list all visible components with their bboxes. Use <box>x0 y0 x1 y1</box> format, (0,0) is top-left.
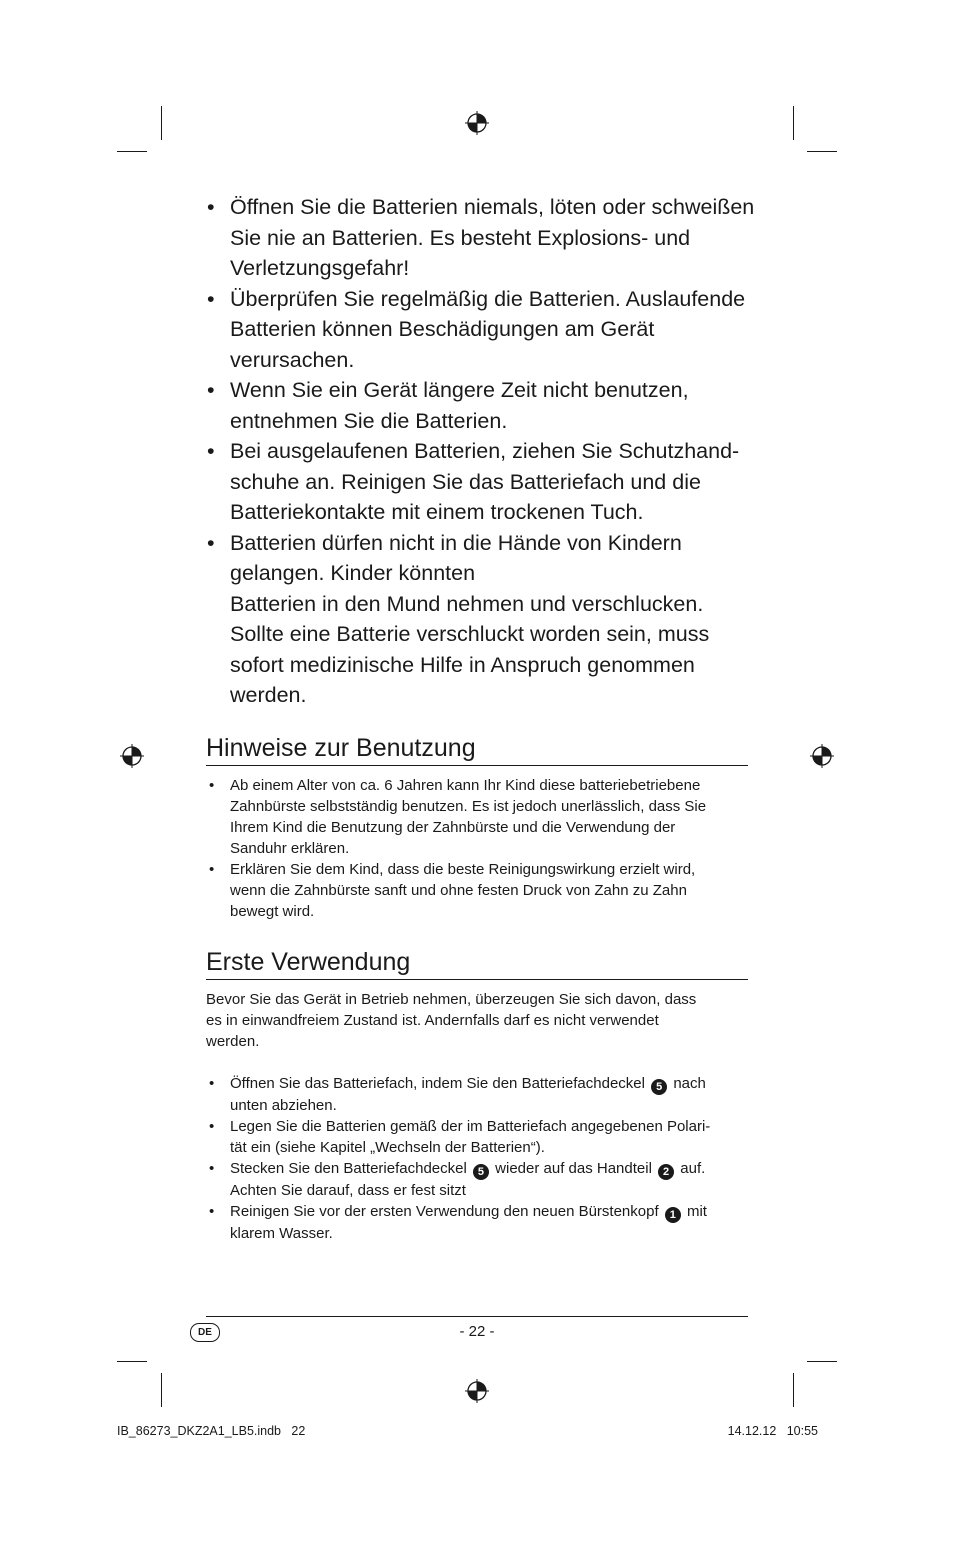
language-badge: DE <box>190 1323 220 1342</box>
footer-divider <box>206 1316 748 1317</box>
list-item-text: Batterien dürfen nicht in die Hände von Kindern <box>230 530 682 555</box>
list-item-text: Verletzungsgefahr! <box>230 256 410 280</box>
list-item-text: Batteriekontakte mit einem trockenen Tuch. <box>230 500 644 524</box>
bullet: • <box>209 1118 215 1135</box>
list-item-text: sofort medizinische Hilfe in Anspruch genommen <box>230 652 695 677</box>
list-item-text: schuhe an. Reinigen Sie das Batteriefach und die <box>230 469 701 494</box>
paragraph-line: werden. <box>206 1033 260 1050</box>
bullet: • <box>209 1160 215 1177</box>
registration-mark-icon <box>465 1379 489 1403</box>
registration-mark-icon <box>465 111 489 135</box>
paragraph-line: es in einwandfreiem Zustand ist. Andernfalls darf es nicht verwendet <box>206 1012 659 1029</box>
list-item-text: Batterien in den Mund nehmen und verschlucken. <box>230 591 704 616</box>
list-item <box>207 859 752 922</box>
list-item-text: Sie nie an Batterien. Es besteht Explosions- und <box>230 225 691 250</box>
list-item-text: verursachen. <box>230 347 355 372</box>
list-item-line: Legen Sie die Batterien gemäß der im Batteriefach angegebenen Polari- <box>230 1118 711 1135</box>
list-item <box>207 284 767 376</box>
bullet: • <box>207 286 215 311</box>
registration-mark-icon <box>120 744 144 768</box>
text-run: nach <box>669 1075 706 1092</box>
list-item-text: gelangen. Kinder könnten <box>230 561 476 585</box>
list-item-line: klarem Wasser. <box>230 1225 333 1242</box>
list-item-text: entnehmen Sie die Batterien. <box>230 408 508 433</box>
list-item-text: Überprüfen Sie regelmäßig die Batterien. Auslaufende <box>230 286 746 311</box>
text-run: Reinigen Sie vor der ersten Verwendung den neuen Bürstenkopf <box>230 1203 663 1220</box>
list-item-line: tät ein (siehe Kapitel „Wechseln der Batterien“). <box>230 1139 545 1156</box>
crop-mark <box>161 1373 162 1407</box>
crop-mark <box>793 1373 794 1407</box>
list-item-text: Zahnbürste selbstständig benutzen. Es ist jedoch unerlässlich, dass Sie <box>230 798 707 815</box>
list-item-text: bewegt wird. <box>230 903 315 920</box>
list-item-line <box>230 1073 752 1095</box>
battery-warning-list <box>207 192 767 711</box>
list-item-text: wenn die Zahnbürste sanft und ohne festen Druck von Zahn zu Zahn <box>230 882 687 899</box>
crop-mark <box>117 151 147 152</box>
paragraph-line: Bevor Sie das Gerät in Betrieb nehmen, überzeugen Sie sich davon, dass <box>206 991 697 1008</box>
list-item-text: Bei ausgelaufenen Batterien, ziehen Sie Schutzhand- <box>230 439 740 463</box>
part-number-badge: 5 <box>473 1164 489 1180</box>
list-item-text: Sanduhr erklären. <box>230 840 350 857</box>
list-item <box>207 436 767 528</box>
list-item-text: Ihrem Kind die Benutzung der Zahnbürste und die Verwendung der <box>230 819 676 836</box>
list-item-text: Erklären Sie dem Kind, dass die beste Reinigungswirkung erzielt wird, <box>230 861 696 878</box>
list-item-text: Ab einem Alter von ca. 6 Jahren kann Ihr Kind diese batteriebetriebene <box>230 777 701 794</box>
list-item <box>207 528 767 711</box>
list-item <box>207 1116 752 1158</box>
crop-mark <box>161 106 162 140</box>
print-slug-right: 14.12.12 10:55 <box>727 1424 818 1438</box>
text-run: Stecken Sie den Batteriefachdeckel <box>230 1160 471 1177</box>
list-item-text: Wenn Sie ein Gerät längere Zeit nicht benutzen, <box>230 378 689 402</box>
list-item <box>207 1158 752 1201</box>
list-item <box>207 1073 752 1116</box>
list-item-line: Achten Sie darauf, dass er fest sitzt <box>230 1182 466 1199</box>
text-run: Öffnen Sie das Batteriefach, indem Sie den Batteriefachdeckel <box>230 1075 650 1092</box>
crop-mark <box>793 106 794 140</box>
bullet: • <box>209 1075 215 1092</box>
registration-mark-icon <box>810 744 834 768</box>
list-item-text: werden. <box>230 683 307 707</box>
text-run: wieder auf das Handteil <box>490 1160 657 1177</box>
list-item-line <box>230 1201 752 1223</box>
list-item <box>207 775 752 859</box>
list-item <box>207 375 767 436</box>
page-number: - 22 - <box>459 1323 495 1340</box>
section-heading-usage: Hinweise zur Benutzung <box>206 733 748 766</box>
part-number-badge: 2 <box>658 1164 674 1180</box>
text-run: auf. <box>676 1160 706 1177</box>
list-item-line: unten abziehen. <box>230 1097 337 1114</box>
text-run: mit <box>682 1203 707 1220</box>
part-number-badge: 5 <box>651 1079 667 1095</box>
bullet: • <box>207 195 215 219</box>
list-item-text: Sollte eine Batterie verschluckt worden sein, muss <box>230 622 710 646</box>
usage-list <box>207 775 752 922</box>
bullet: • <box>207 530 215 555</box>
list-item-line <box>230 1158 752 1180</box>
bullet: • <box>209 777 215 794</box>
print-slug-left: IB_86273_DKZ2A1_LB5.indb 22 <box>117 1424 306 1438</box>
list-item-text: Batterien können Beschädigungen am Gerät <box>230 317 655 341</box>
bullet: • <box>209 861 215 878</box>
first-use-intro <box>206 989 746 1052</box>
bullet: • <box>207 378 215 402</box>
section-heading-first-use: Erste Verwendung <box>206 947 748 980</box>
first-use-steps <box>207 1073 752 1244</box>
list-item-text: Öffnen Sie die Batterien niemals, löten oder schweißen <box>230 195 755 219</box>
crop-mark <box>807 1361 837 1362</box>
part-number-badge: 1 <box>665 1207 681 1223</box>
list-item <box>207 1201 752 1244</box>
bullet: • <box>207 439 215 463</box>
bullet: • <box>209 1203 215 1220</box>
list-item <box>207 192 767 284</box>
crop-mark <box>807 151 837 152</box>
crop-mark <box>117 1361 147 1362</box>
